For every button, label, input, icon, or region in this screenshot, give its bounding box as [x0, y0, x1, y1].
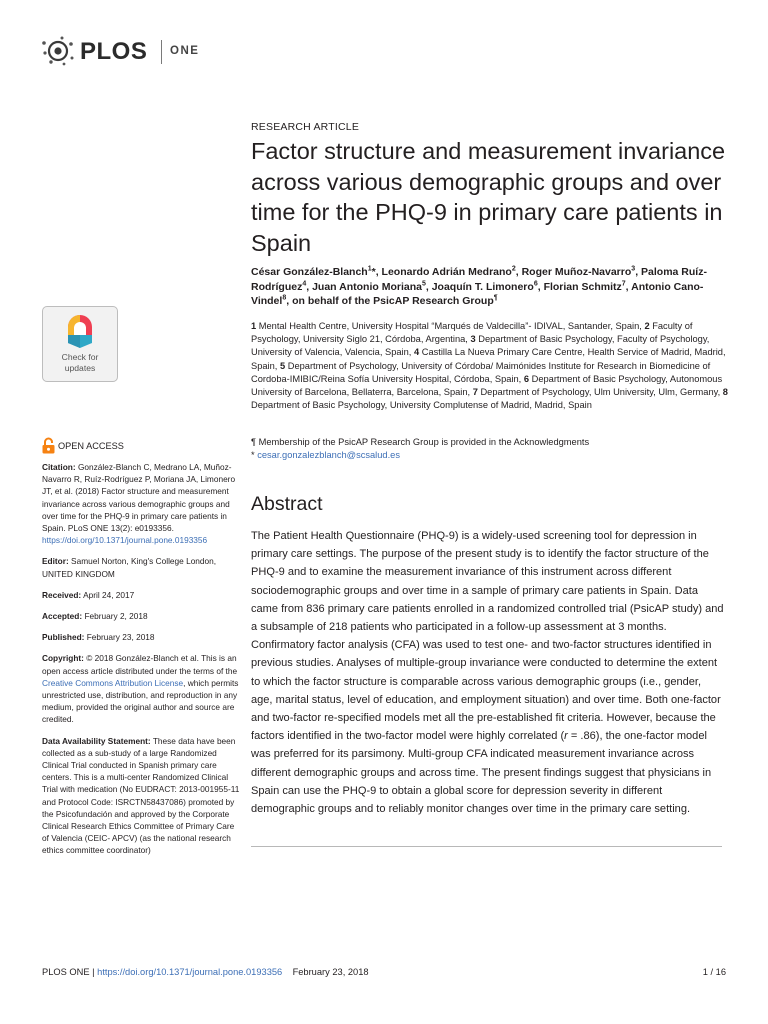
- copyright-block: [42, 652, 242, 725]
- author-name: Florian Schmitz: [543, 280, 622, 293]
- check-updates-icon: [66, 313, 94, 349]
- editor-label: Editor:: [42, 556, 69, 567]
- check-updates-line-2: updates: [64, 362, 96, 373]
- received-label: Received:: [42, 589, 82, 600]
- editor-block: [42, 555, 242, 579]
- article-type-label: RESEARCH ARTICLE: [251, 121, 360, 133]
- author-affiliation-sup: 7: [621, 280, 626, 287]
- accepted-date: February 2, 2018: [84, 611, 148, 622]
- affiliation-text: Department of Psychology, University of Córdoba/ Maimónides Institute for Research in Biomedicine of Cordoba-IMIBIC/Reina Sofía University Hospital, Córdoba, Spain,: [251, 360, 711, 384]
- author-list: César González-Blanch$^1$*, Leonardo Adrián Medrano$^2$, Roger Muñoz-Navarro$^3$, Paloma Ruíz-Rodríguez$^4$, Juan Antonio Moriana$^5$, Joaquín T. Limonero$^6$, Florian Schmitz$^7$, Antonio Cano-Vindel$^8$, on behalf of the PsicAP Research Group¶: [251, 265, 707, 307]
- article-title: Factor structure and measurement invariance across various demographic groups and over time for the PHQ-9 in primary care patients in Spain: [251, 138, 726, 256]
- footer-journal: PLOS ONE: [42, 967, 90, 977]
- corresponding-mark: *: [251, 450, 255, 461]
- group-author: on behalf of the PsicAP Research Group: [292, 295, 494, 307]
- author-affiliation-sup: 4: [302, 280, 307, 287]
- membership-note: ¶ Membership of the PsicAP Research Group is provided in the Acknowledgments: [251, 437, 590, 447]
- citation-text: González-Blanch C, Medrano LA, Muñoz-Navarro R, Ruíz-Rodríguez P, Moriana JA, Limonero JT, et al. (2018) Factor structure and measurement invariance across various demographic groups and over time for the PHQ-9 in primary care patients in Spain. PLoS ONE 13(2): e0193356.: [42, 462, 236, 534]
- logo-plos-text: PLOS: [80, 38, 148, 65]
- author-name: Leonardo Adrián Medrano: [381, 266, 512, 278]
- group-author-mark: ¶: [493, 294, 498, 302]
- author-notes: [251, 436, 731, 462]
- abstract-text-part-2: = .86), the one-factor model was preferred for its parsimony. Multi-group CFA indicated measurement invariance across different demographic groups and across time. The present findings suggest that physicians in Spain can use the PHQ-9 to obtain a global score for depression severity in different demographic groups and to reliably monitor changes over time in the primary care setting.: [251, 730, 712, 816]
- affiliation-number: 6: [523, 373, 530, 384]
- abstract-heading: Abstract: [251, 493, 323, 515]
- affiliations: [251, 320, 731, 412]
- footer-separator: |: [92, 967, 95, 977]
- author-name: Roger Muñoz-Navarro: [521, 266, 632, 278]
- check-for-updates-badge[interactable]: [42, 306, 118, 382]
- author-affiliation-sup: 2: [511, 265, 516, 273]
- copyright-text-pre: © 2018 González-Blanch et al. This is an open access article distributed under the terms of the: [42, 653, 238, 676]
- author-affiliation-sup: 5: [421, 280, 426, 287]
- received-block: [42, 589, 242, 601]
- affiliation-text: Department of Basic Psychology, Autonomous University of Barcelona, Bellaterra, Barcelona, Spain,: [251, 373, 723, 398]
- author-name: Paloma Ruíz-Rodríguez: [251, 266, 707, 293]
- footer-doi-link[interactable]: https://doi.org/10.1371/journal.pone.0193356: [97, 967, 283, 977]
- data-availability-label: Data Availability Statement:: [42, 735, 151, 746]
- check-updates-label: [43, 352, 117, 373]
- citation-label: Citation:: [42, 462, 76, 472]
- affiliation-number: 1: [251, 321, 257, 331]
- corresponding-email-link[interactable]: cesar.gonzalezblanch@scsalud.es: [257, 450, 400, 461]
- author-name: Juan Antonio Moriana: [312, 280, 422, 293]
- published-date: February 23, 2018: [86, 632, 155, 643]
- author-name: César González-Blanch: [251, 266, 368, 278]
- author-name: Joaquín T. Limonero: [431, 280, 534, 293]
- affiliation-text: Department of Basic Psychology, University Complutense of Madrid, Madrid, Spain: [251, 400, 592, 411]
- published-label: Published:: [42, 632, 85, 643]
- open-access-label: OPEN ACCESS: [58, 441, 124, 451]
- affiliation-text: Castilla La Nueva Primary Care Centre, Health Service of Madrid, Madrid, Spain,: [251, 347, 726, 371]
- author-affiliation-sup: 6: [533, 280, 538, 287]
- affiliation-text: Department of Psychology, Ulm University, Ulm, Germany,: [480, 387, 721, 398]
- affiliation-number: 3: [470, 334, 476, 345]
- author-corresponding-mark: *: [371, 266, 376, 278]
- abstract-text: [251, 527, 725, 818]
- license-link[interactable]: Creative Commons Attribution License: [42, 677, 184, 688]
- affiliation-number: 4: [413, 347, 420, 358]
- data-availability-block: [42, 735, 242, 857]
- data-availability-text: These data have been collected as a sub-study of a large Randomized Clinical Trial conducted in Spanish primary care centers. This is a multi-center Randomized Clinical Trial with medication (No EUDRACT: 2013-001955-11 and Protocol Code: ISRCTN58437086) promoted by the Psicofundación and approved by the Corporate Clinical Research Ethics Committee of Primary Care of Valencia (CEIC- APCV) (as the national research ethics committee coordinator): [42, 735, 240, 856]
- check-updates-line-1: Check for: [61, 352, 99, 362]
- affiliation-number: 2: [644, 321, 650, 331]
- plos-one-logo[interactable]: [40, 34, 200, 68]
- logo-journal-text: ONE: [170, 45, 200, 57]
- author-name: Antonio Cano-Vindel: [251, 280, 704, 307]
- affiliation-text: Department of Basic Psychology, Faculty of Psychology, University of Valencia, Valencia, Spain,: [251, 334, 710, 358]
- affiliation-text: Mental Health Centre, University Hospital “Marqués de Valdecilla”- IDIVAL, Santander, Spain,: [258, 321, 642, 331]
- received-date: April 24, 2017: [83, 589, 135, 600]
- abstract-divider: [251, 846, 722, 847]
- accepted-label: Accepted:: [42, 611, 83, 622]
- copyright-text-post: , which permits unrestricted use, distribution, and reproduction in any medium, provided the original author and source are credited.: [42, 677, 239, 725]
- affiliation-number: 5: [279, 360, 286, 371]
- affiliation-number: 8: [722, 387, 728, 398]
- affiliation-text: Faculty of Psychology, University Siglo 21, Córdoba, Argentina,: [251, 321, 693, 345]
- footer-page-number: 1 / 16: [702, 967, 726, 977]
- open-lock-icon: [42, 437, 55, 454]
- copyright-label: Copyright:: [42, 653, 84, 664]
- author-affiliation-sup: 3: [631, 265, 636, 273]
- article-metadata-sidebar: [42, 461, 242, 866]
- citation-doi-link[interactable]: https://doi.org/10.1371/journal.pone.0193356: [42, 535, 208, 546]
- author-affiliation-sup: 8: [282, 294, 287, 302]
- plos-logo-icon: [40, 34, 78, 68]
- logo-divider: [161, 40, 162, 64]
- abstract-text-part-1: The Patient Health Questionnaire (PHQ-9) is a widely-used screening tool for depression in primary care settings. The purpose of the present study is to identify the factor structure of the PHQ-9 and to examine the measurement invariance of this instrument across different sociodemographic groups and over time in a sample of primary care patients in Spain. Data came from 836 primary care patients enrolled in a randomized controlled trial (PsicAP study) and a subsample of 218 patients who participated in a follow-up assessment at 3 months. Confirmatory factor analysis (CFA) was used to test one- and two-factor structures identified in previous studies. Analyses of multiple-group invariance were conducted to determine the extent to which the factor structure is comparable across various demographic groups (i.e., gender, age, marital status, level of education, and employment situation) and over time. Both one-factor and two-factor re-specified models met all the pre-established fit criteria. However, because the factors identified in the two-factor model were highly correlated (: [251, 530, 724, 743]
- published-block: [42, 631, 242, 643]
- page-footer: [42, 967, 726, 977]
- editor-text: Samuel Norton, King's College London, UNITED KINGDOM: [42, 556, 217, 579]
- corresponding-author: [251, 449, 731, 462]
- accepted-block: [42, 610, 242, 622]
- footer-date: February 23, 2018: [292, 967, 369, 977]
- affiliation-number: 7: [472, 387, 478, 398]
- citation-block: [42, 461, 242, 546]
- abstract-r-symbol: r: [564, 730, 568, 743]
- author-affiliation-sup: 1: [367, 265, 372, 273]
